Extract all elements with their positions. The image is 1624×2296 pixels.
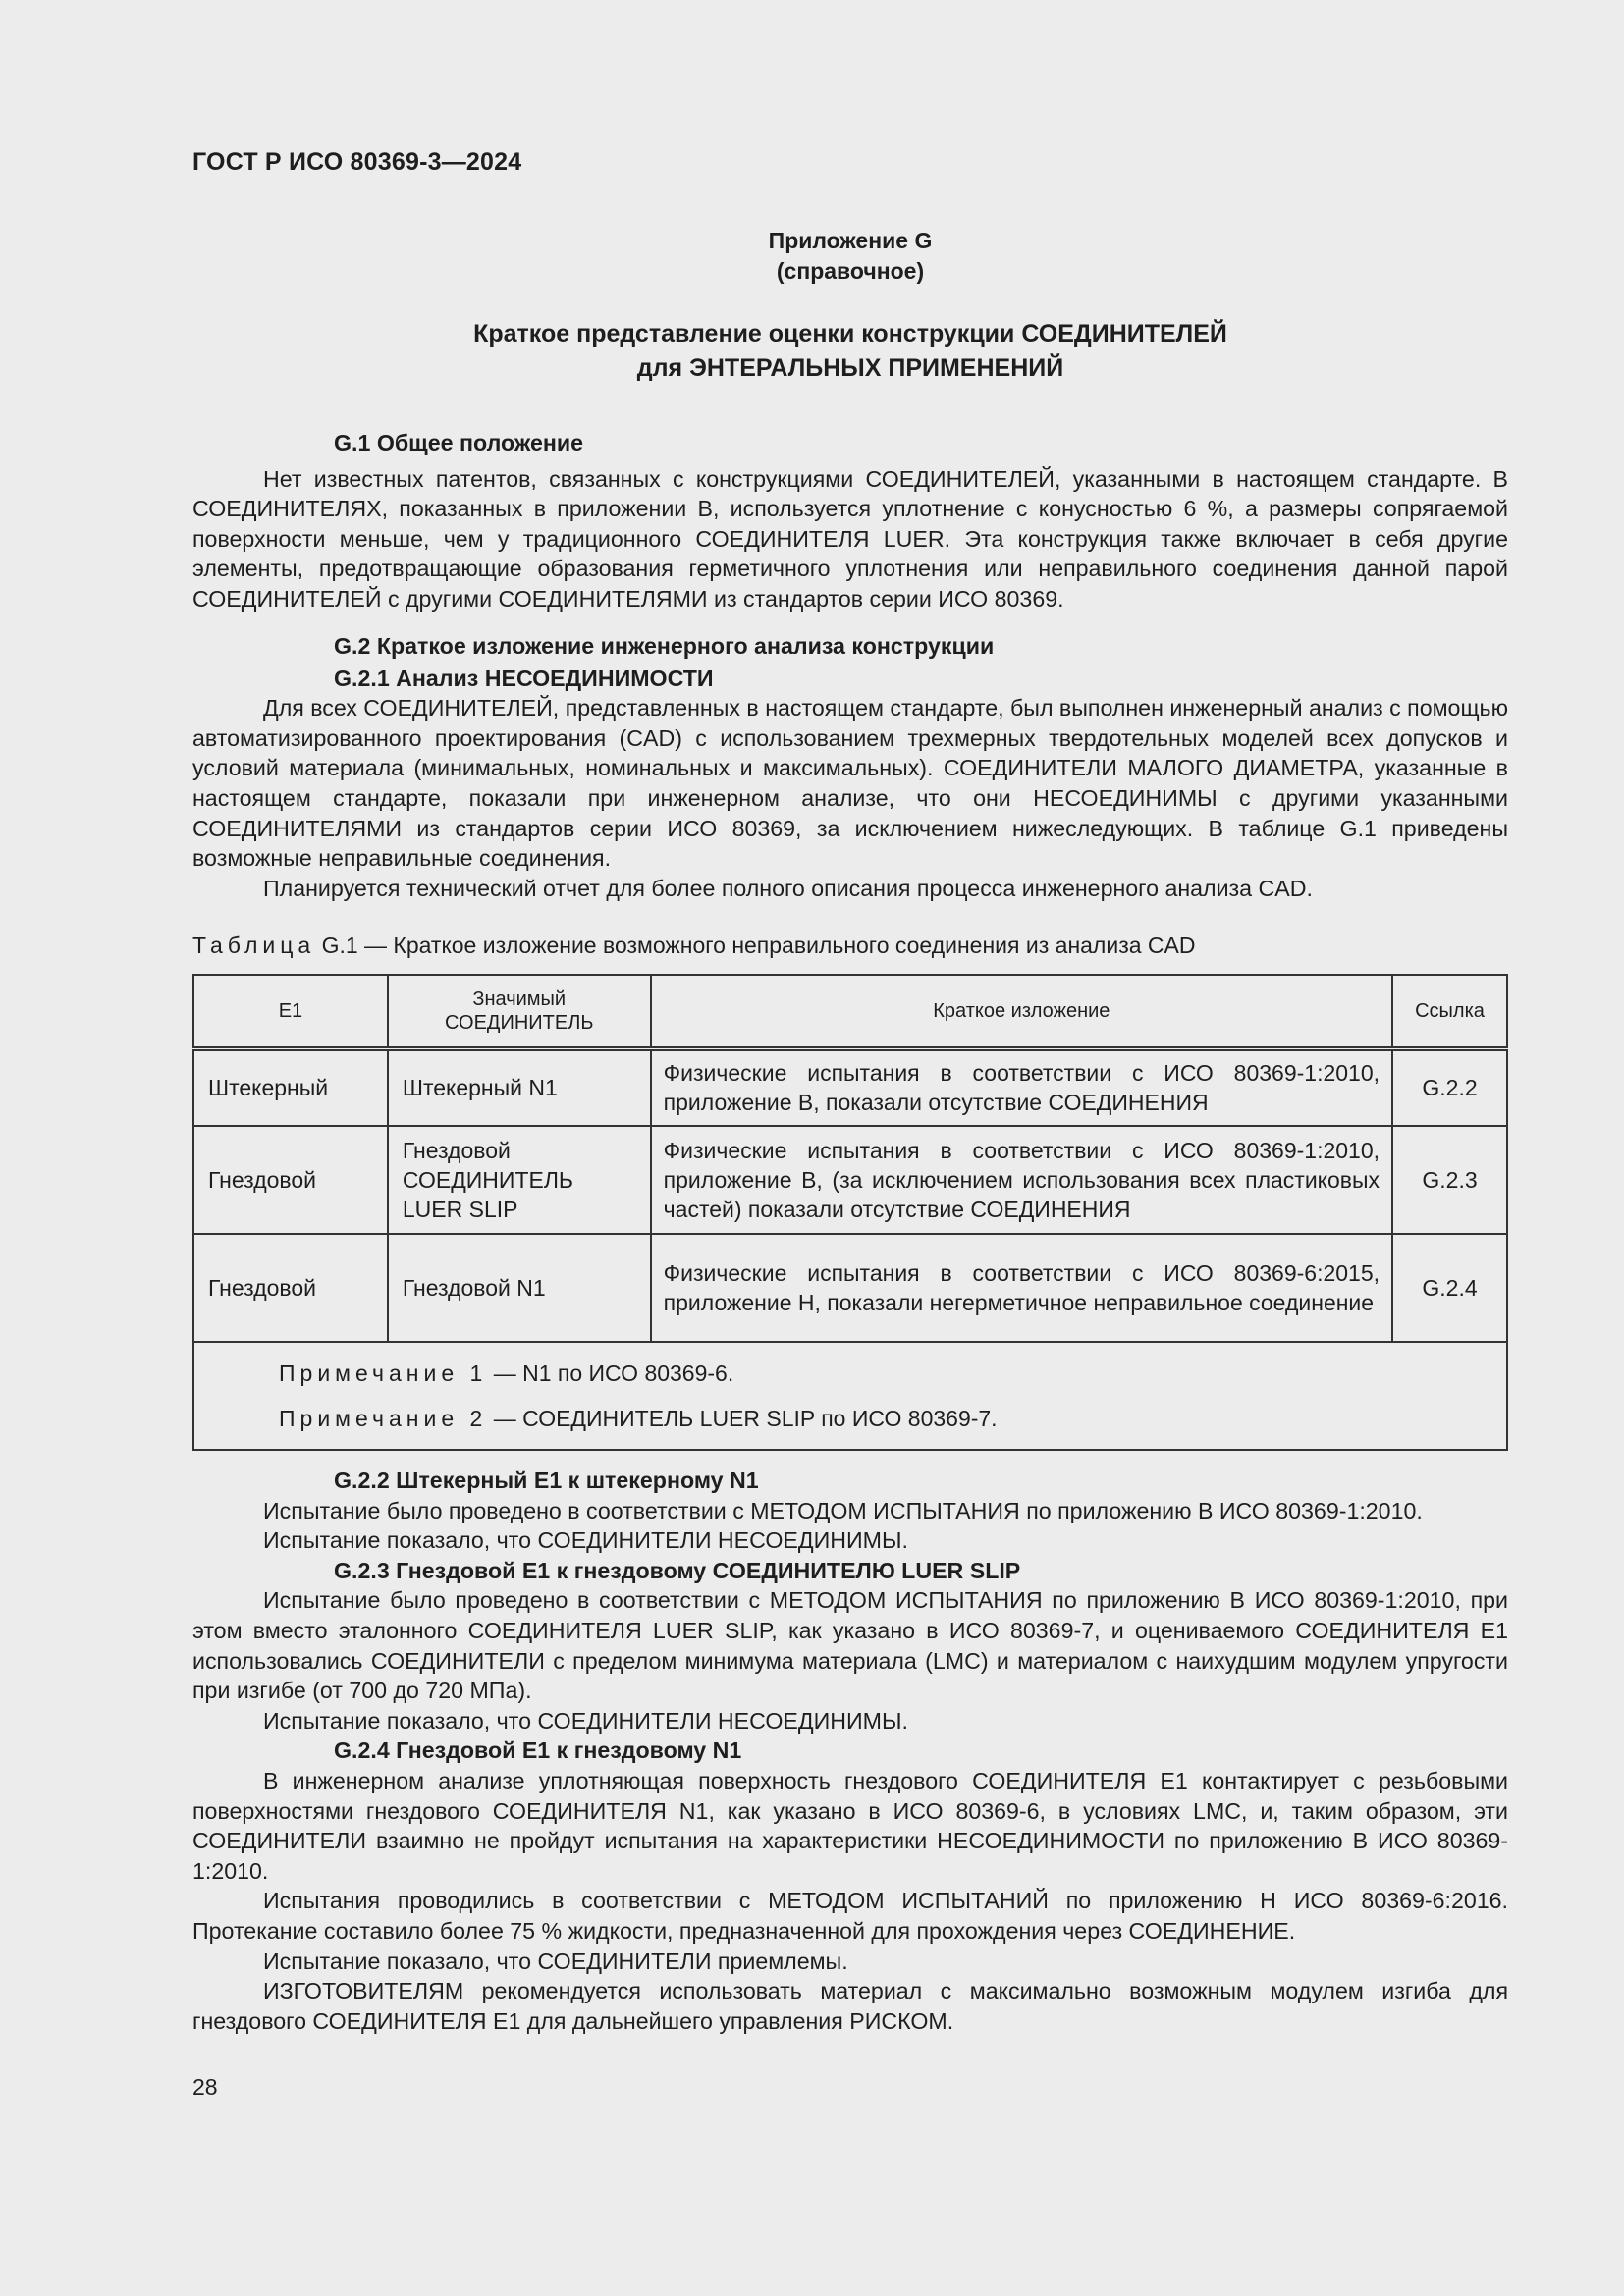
cell-reference: G.2.3: [1392, 1126, 1507, 1234]
annex-header: [192, 226, 1508, 287]
table-notes: [193, 1342, 1507, 1450]
cell-e1: Гнездовой: [193, 1126, 388, 1234]
sections-g22-g24: [192, 1466, 1508, 2036]
paragraph: ИЗГОТОВИТЕЛЯМ рекомендуется использовать материал с максимально возможным модулем изгиба для гнездового СОЕДИНИТЕЛЯ E1 для дальнейшего управления РИСКОМ.: [192, 1978, 1508, 2034]
subsection-heading: G.2.3 Гнездовой E1 к гнездовому СОЕДИНИТЕЛЮ LUER SLIP: [334, 1557, 1021, 1583]
cell-e1: Гнездовой: [193, 1234, 388, 1342]
cell-connector: Гнездовой СОЕДИНИТЕЛЬ LUER SLIP: [388, 1126, 651, 1234]
column-header: E1: [193, 975, 388, 1049]
cell-reference: G.2.4: [1392, 1234, 1507, 1342]
column-header: Значимый СОЕДИНИТЕЛЬ: [388, 975, 651, 1049]
page-number: 28: [192, 2074, 218, 2100]
subsection-heading: G.2.1 Анализ НЕСОЕДИНИМОСТИ: [334, 665, 714, 691]
table-row: [193, 1234, 1507, 1342]
cell-connector: Гнездовой N1: [388, 1234, 651, 1342]
paragraph: В инженерном анализе уплотняющая поверхность гнездового СОЕДИНИТЕЛЯ E1 контактирует с резьбовыми поверхностями гнездового СОЕДИНИТЕЛЯ N1, как указано в ИСО 80369-6, в условиях LMC, и, таким образом, эти СОЕДИНИТЕЛИ взаимно не пройдут испытания на характеристики НЕСОЕДИНИМОСТИ по приложению В ИСО 80369-1:2010.: [192, 1767, 1508, 1884]
table-note-2: Примечание 2 — СОЕДИНИТЕЛЬ LUER SLIP по ИСО 80369-7.: [279, 1405, 998, 1431]
paragraph: Испытание было проведено в соответствии с МЕТОДОМ ИСПЫТАНИЯ по приложению В ИСО 80369-1:2010, при этом вместо эталонного СОЕДИНИТЕЛЯ LUER SLIP, как указано в ИСО 80369-7, и оцениваемого СОЕДИНИТЕЛЯ E1 использовались СОЕДИНИТЕЛИ с пределом минимума материала (LMC) и материалом с наихудшим модулем упругости при изгибе (от 700 до 720 МПа).: [192, 1587, 1508, 1704]
misconnection-table: [192, 974, 1508, 1451]
cell-summary: Физические испытания в соответствии с ИСО 80369-6:2015, приложение Н, показали негерметичное неправильное соединение: [651, 1234, 1392, 1342]
column-header: Краткое изложение: [651, 975, 1392, 1049]
paragraph: Планируется технический отчет для более полного описания процесса инженерного анализа CAD.: [263, 875, 1313, 901]
paragraph: Испытания проводились в соответствии с МЕТОДОМ ИСПЫТАНИЙ по приложению Н ИСО 80369-6:2016. Протекание составило более 75 % жидкости, предназначенной для прохождения через СОЕДИНЕНИЕ.: [192, 1888, 1508, 1944]
subsection-heading: G.2.4 Гнездовой E1 к гнездовому N1: [334, 1737, 742, 1764]
cell-reference: G.2.2: [1392, 1049, 1507, 1126]
annex-title: [192, 317, 1508, 386]
section-g2: [192, 631, 1508, 903]
paragraph: Испытание было проведено в соответствии с МЕТОДОМ ИСПЫТАНИЯ по приложению В ИСО 80369-1:2010.: [263, 1497, 1423, 1523]
cell-e1: Штекерный: [193, 1049, 388, 1126]
table-row: [193, 1049, 1507, 1126]
document-code: ГОСТ Р ИСО 80369-3—2024: [192, 148, 522, 176]
table-row: [193, 1126, 1507, 1234]
annex-title-line1: Краткое представление оценки конструкции СОЕДИНИТЕЛЕЙ: [473, 320, 1227, 347]
paragraph: Для всех СОЕДИНИТЕЛЕЙ, представленных в настоящем стандарте, был выполнен инженерный анализ с помощью автоматизированного проектирования (CAD) с использованием трехмерных твердотельных моделей всех допусков и условий материала (минимальных, номинальных и максимальных). СОЕДИНИТЕЛИ МАЛОГО ДИАМЕТРА, указанные в настоящем стандарте, показали при инженерном анализе, что они НЕСОЕДИНИМЫ с другими указанными СОЕДИНИТЕЛЯМИ из стандартов серии ИСО 80369, за исключением нижеследующих. В таблице G.1 приведены возможные неправильные соединения.: [192, 695, 1508, 872]
table-caption-word: Таблица: [192, 933, 316, 958]
annex-title-line2: для ЭНТЕРАЛЬНЫХ ПРИМЕНЕНИЙ: [636, 354, 1064, 382]
cell-summary: Физические испытания в соответствии с ИСО 80369-1:2010, приложение В, (за исключением использования всех пластиковых частей) показали отсутствие СОЕДИНЕНИЯ: [651, 1126, 1392, 1234]
paragraph: Испытание показало, что СОЕДИНИТЕЛИ приемлемы.: [263, 1948, 848, 1974]
annex-status: (справочное): [776, 258, 925, 284]
subsection-heading: G.2.2 Штекерный E1 к штекерному N1: [334, 1468, 759, 1493]
column-header: Ссылка: [1392, 975, 1507, 1049]
table-caption-text: G.1 — Краткое изложение возможного неправильного соединения из анализа CAD: [321, 933, 1196, 958]
paragraph: Нет известных патентов, связанных с конструкциями СОЕДИНИТЕЛЕЙ, указанными в настоящем стандарте. В СОЕДИНИТЕЛЯХ, показанных в приложении В, используется уплотнение с конусностью 6 %, а размеры сопрягаемой поверхности меньше, чем у традиционного СОЕДИНИТЕЛЯ LUER. Эта конструкция также включает в себя другие элементы, предотвращающие образования герметичного уплотнения или неправильного соединения данной парой СОЕДИНИТЕЛЕЙ с другими СОЕДИНИТЕЛЯМИ из стандартов серии ИСО 80369.: [192, 465, 1508, 612]
section-heading: G.2 Краткое изложение инженерного анализа конструкции: [334, 633, 995, 659]
section-heading: G.1 Общее положение: [334, 430, 584, 455]
cell-summary: Физические испытания в соответствии с ИСО 80369-1:2010, приложение В, показали отсутствие СОЕДИНЕНИЯ: [651, 1049, 1392, 1126]
table-caption: [192, 933, 1196, 959]
cell-connector: Штекерный N1: [388, 1049, 651, 1126]
annex-label: Приложение G: [768, 228, 933, 253]
paragraph: Испытание показало, что СОЕДИНИТЕЛИ НЕСОЕДИНИМЫ.: [263, 1527, 908, 1554]
section-g1: [192, 428, 1508, 614]
paragraph: Испытание показало, что СОЕДИНИТЕЛИ НЕСОЕДИНИМЫ.: [263, 1707, 908, 1734]
table-notes-row: [193, 1342, 1507, 1450]
table-header-row: [193, 975, 1507, 1049]
table-note-1: Примечание 1 — N1 по ИСО 80369-6.: [279, 1360, 734, 1386]
